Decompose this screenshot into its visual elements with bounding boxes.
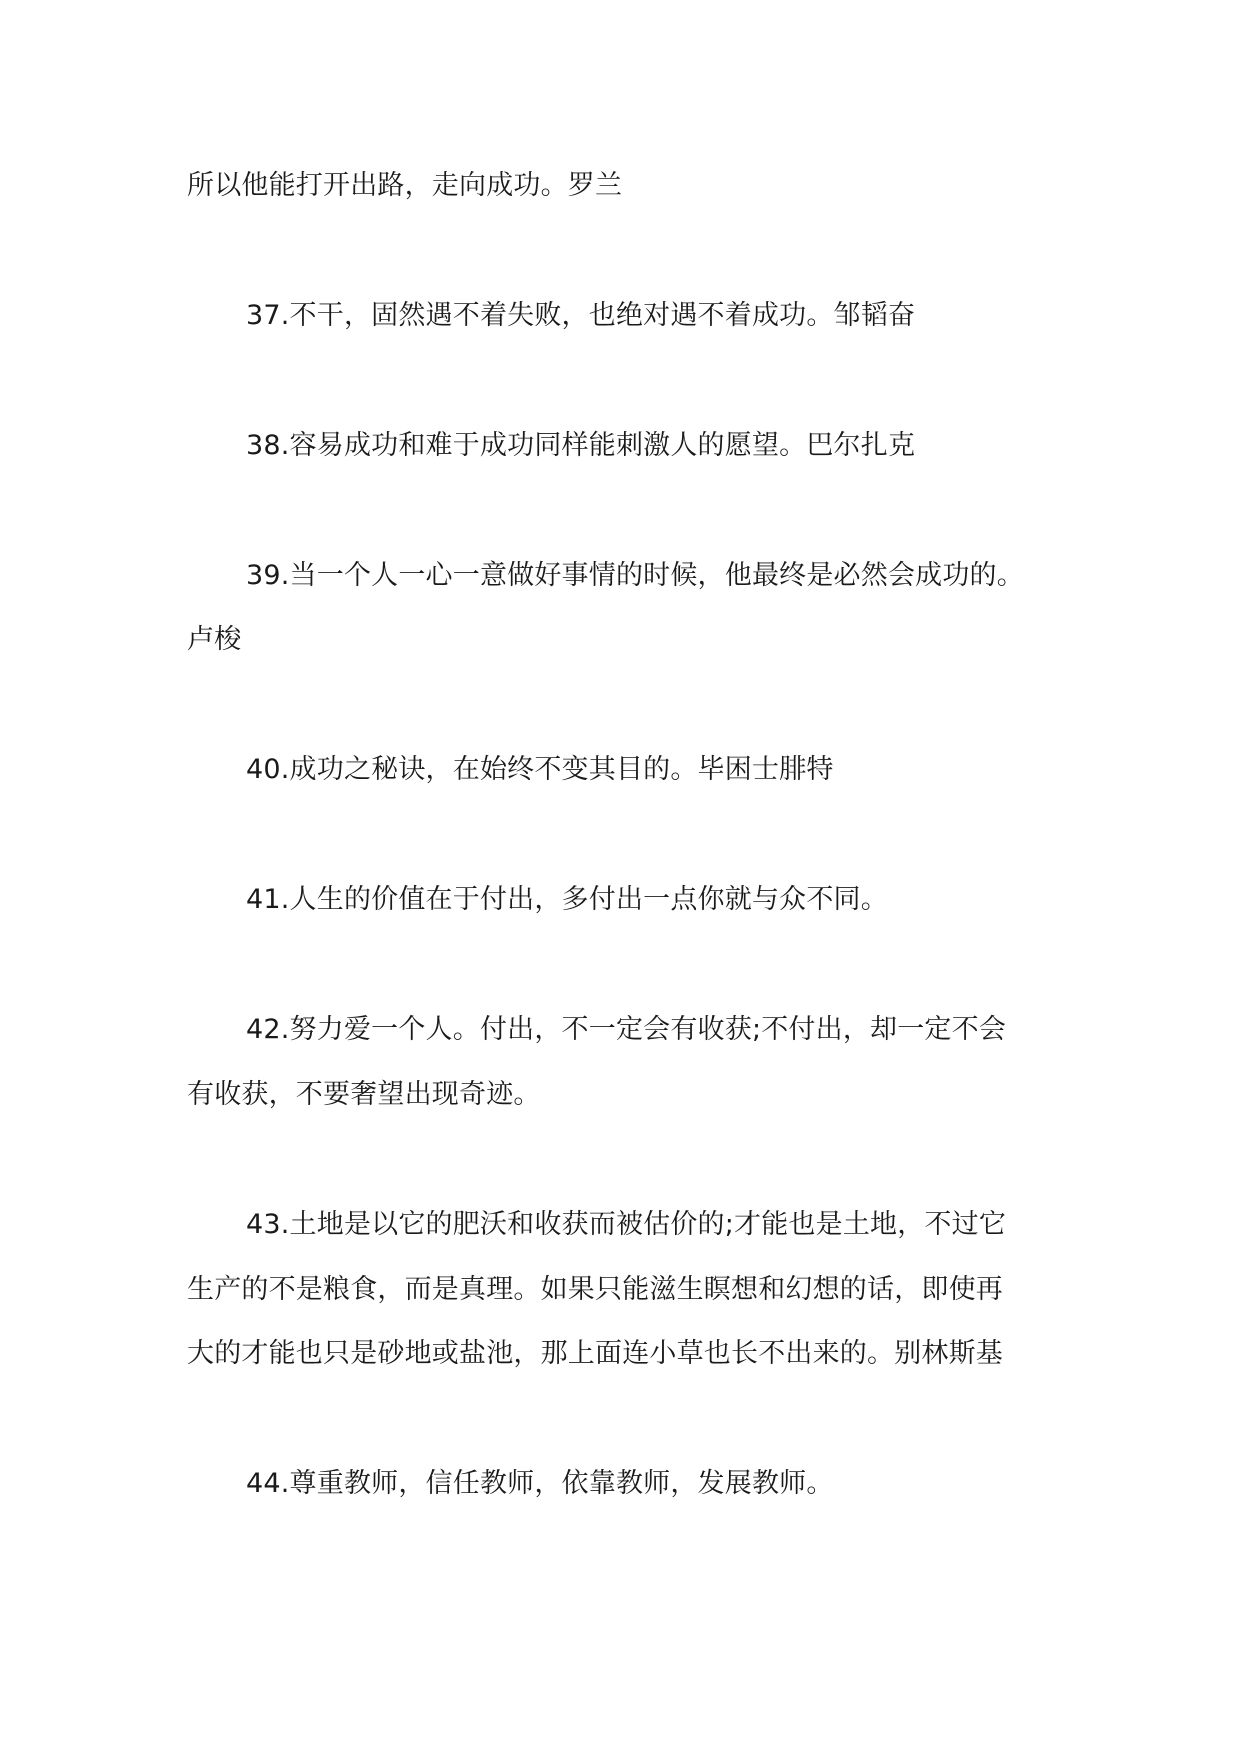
quote-37: 37.不干，固然遇不着失败，也绝对遇不着成功。邹韬奋 xyxy=(246,300,916,331)
text-line-continuation: 所以他能打开出路，走向成功。罗兰 xyxy=(187,170,623,201)
quote-40: 40.成功之秘诀，在始终不变其目的。毕困士腓特 xyxy=(246,754,834,785)
quote-39-line-1: 39.当一个人一心一意做好事情的时候，他最终是必然会成功的。 xyxy=(246,560,1024,591)
quote-43-line-1: 43.土地是以它的肥沃和收获而被估价的;才能也是土地，不过它 xyxy=(246,1209,1007,1240)
quote-43-line-3: 大的才能也只是砂地或盐池，那上面连小草也长不出来的。别林斯基 xyxy=(187,1338,1003,1369)
quote-44: 44.尊重教师，信任教师，依靠教师，发展教师。 xyxy=(246,1468,834,1499)
quote-43-line-2: 生产的不是粮食，而是真理。如果只能滋生瞑想和幻想的话，即使再 xyxy=(187,1274,1003,1305)
quote-41: 41.人生的价值在于付出，多付出一点你就与众不同。 xyxy=(246,884,888,915)
quote-42-line-1: 42.努力爱一个人。付出，不一定会有收获;不付出，却一定不会 xyxy=(246,1014,1007,1045)
quote-39-line-2: 卢梭 xyxy=(187,624,242,655)
quote-42-line-2: 有收获，不要奢望出现奇迹。 xyxy=(187,1079,541,1110)
quote-38: 38.容易成功和难于成功同样能刺激人的愿望。巴尔扎克 xyxy=(246,430,916,461)
